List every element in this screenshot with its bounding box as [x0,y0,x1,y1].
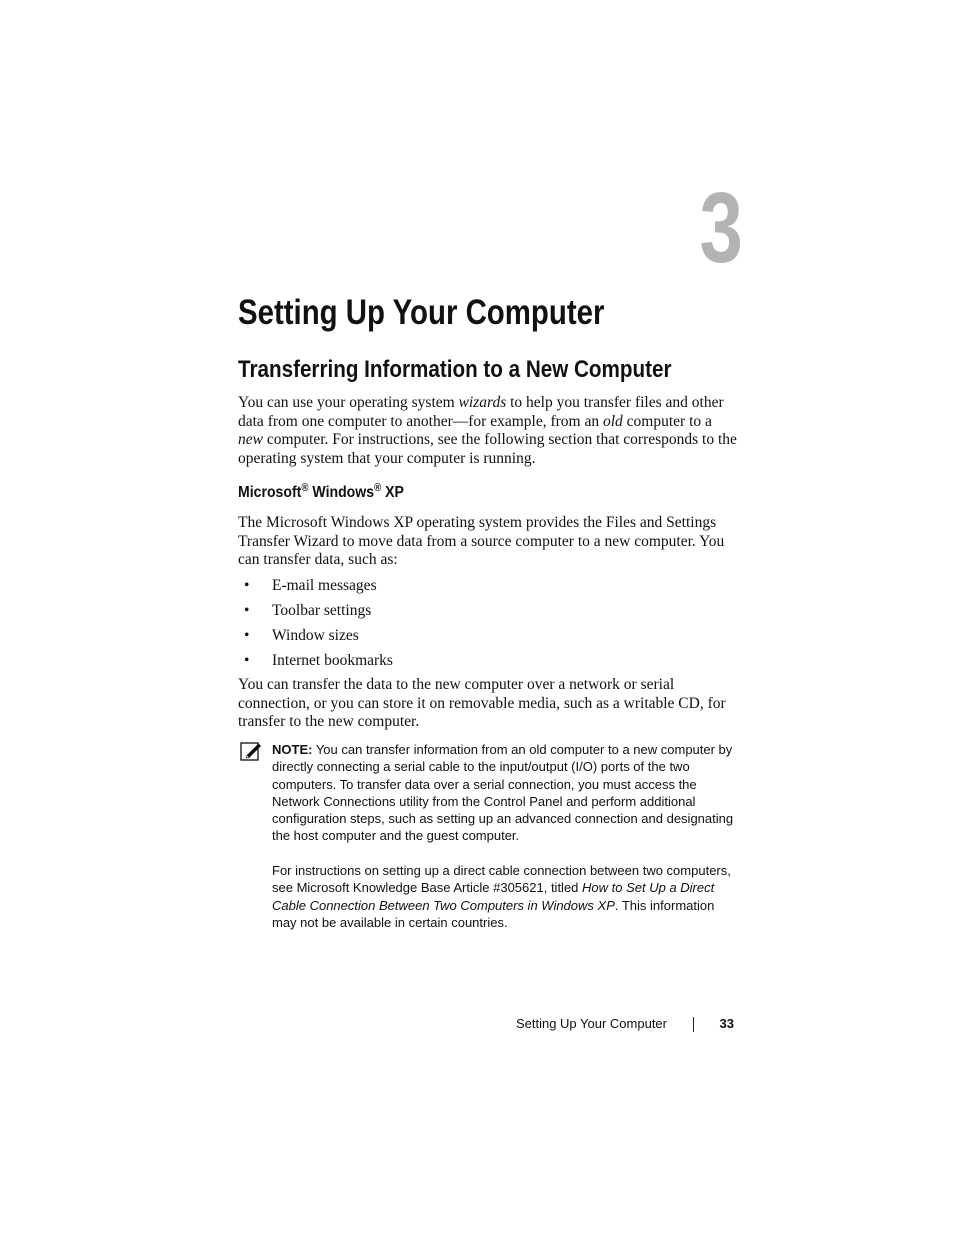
list-item: • Internet bookmarks [238,651,393,676]
note-paragraph-2: For instructions on setting up a direct cable connection between two computers, see Microsoft Knowledge Base Article #305621, titled How to Set Up a Direct Cable Connection Between Two Computers in Windows XP. This information may not be available in certain countries. [272,863,731,930]
section-heading: Transferring Information to a New Computer [238,356,672,383]
chapter-title: Setting Up Your Computer [238,293,605,332]
list-item: • E-mail messages [238,576,393,601]
transfer-methods-paragraph: You can transfer the data to the new computer over a network or serial connection, or you can store it on removable media, such as a writable CD, for transfer to the new computer. [238,676,726,731]
chapter-number: 3 [699,172,743,284]
subsection-heading: Microsoft® Windows® XP [238,482,404,501]
note-paragraph: NOTE: You can transfer information from an old computer to a new computer by directly connecting a serial cable to the input/output (I/O) ports of the two computers. To transfer data over a serial connection, you must access the Network Connections utility from the Control Panel and perform additional configuration steps, such as setting up an advanced connection and designating the host computer and the guest computer. [272,742,734,844]
section-intro: You can use your operating system wizards to help you transfer files and other data from one computer to another—for example, from an old computer to a new computer. For instructions, see the following section that corresponds to the operating system that your computer is running. [238,394,737,468]
subsection-intro: The Microsoft Windows XP operating system provides the Files and Settings Transfer Wizard to move data from a source computer to a new computer. You can transfer data, such as: [238,514,725,569]
footer-separator [693,1017,694,1032]
transfer-items-list [238,576,393,676]
footer-section-title: Setting Up Your Computer [515,1016,667,1031]
list-item: • Window sizes [238,626,393,651]
note-pencil-icon [240,740,262,762]
note-label: NOTE: [272,742,313,757]
page-number: 33 [719,1016,734,1031]
list-item: • Toolbar settings [238,601,393,626]
